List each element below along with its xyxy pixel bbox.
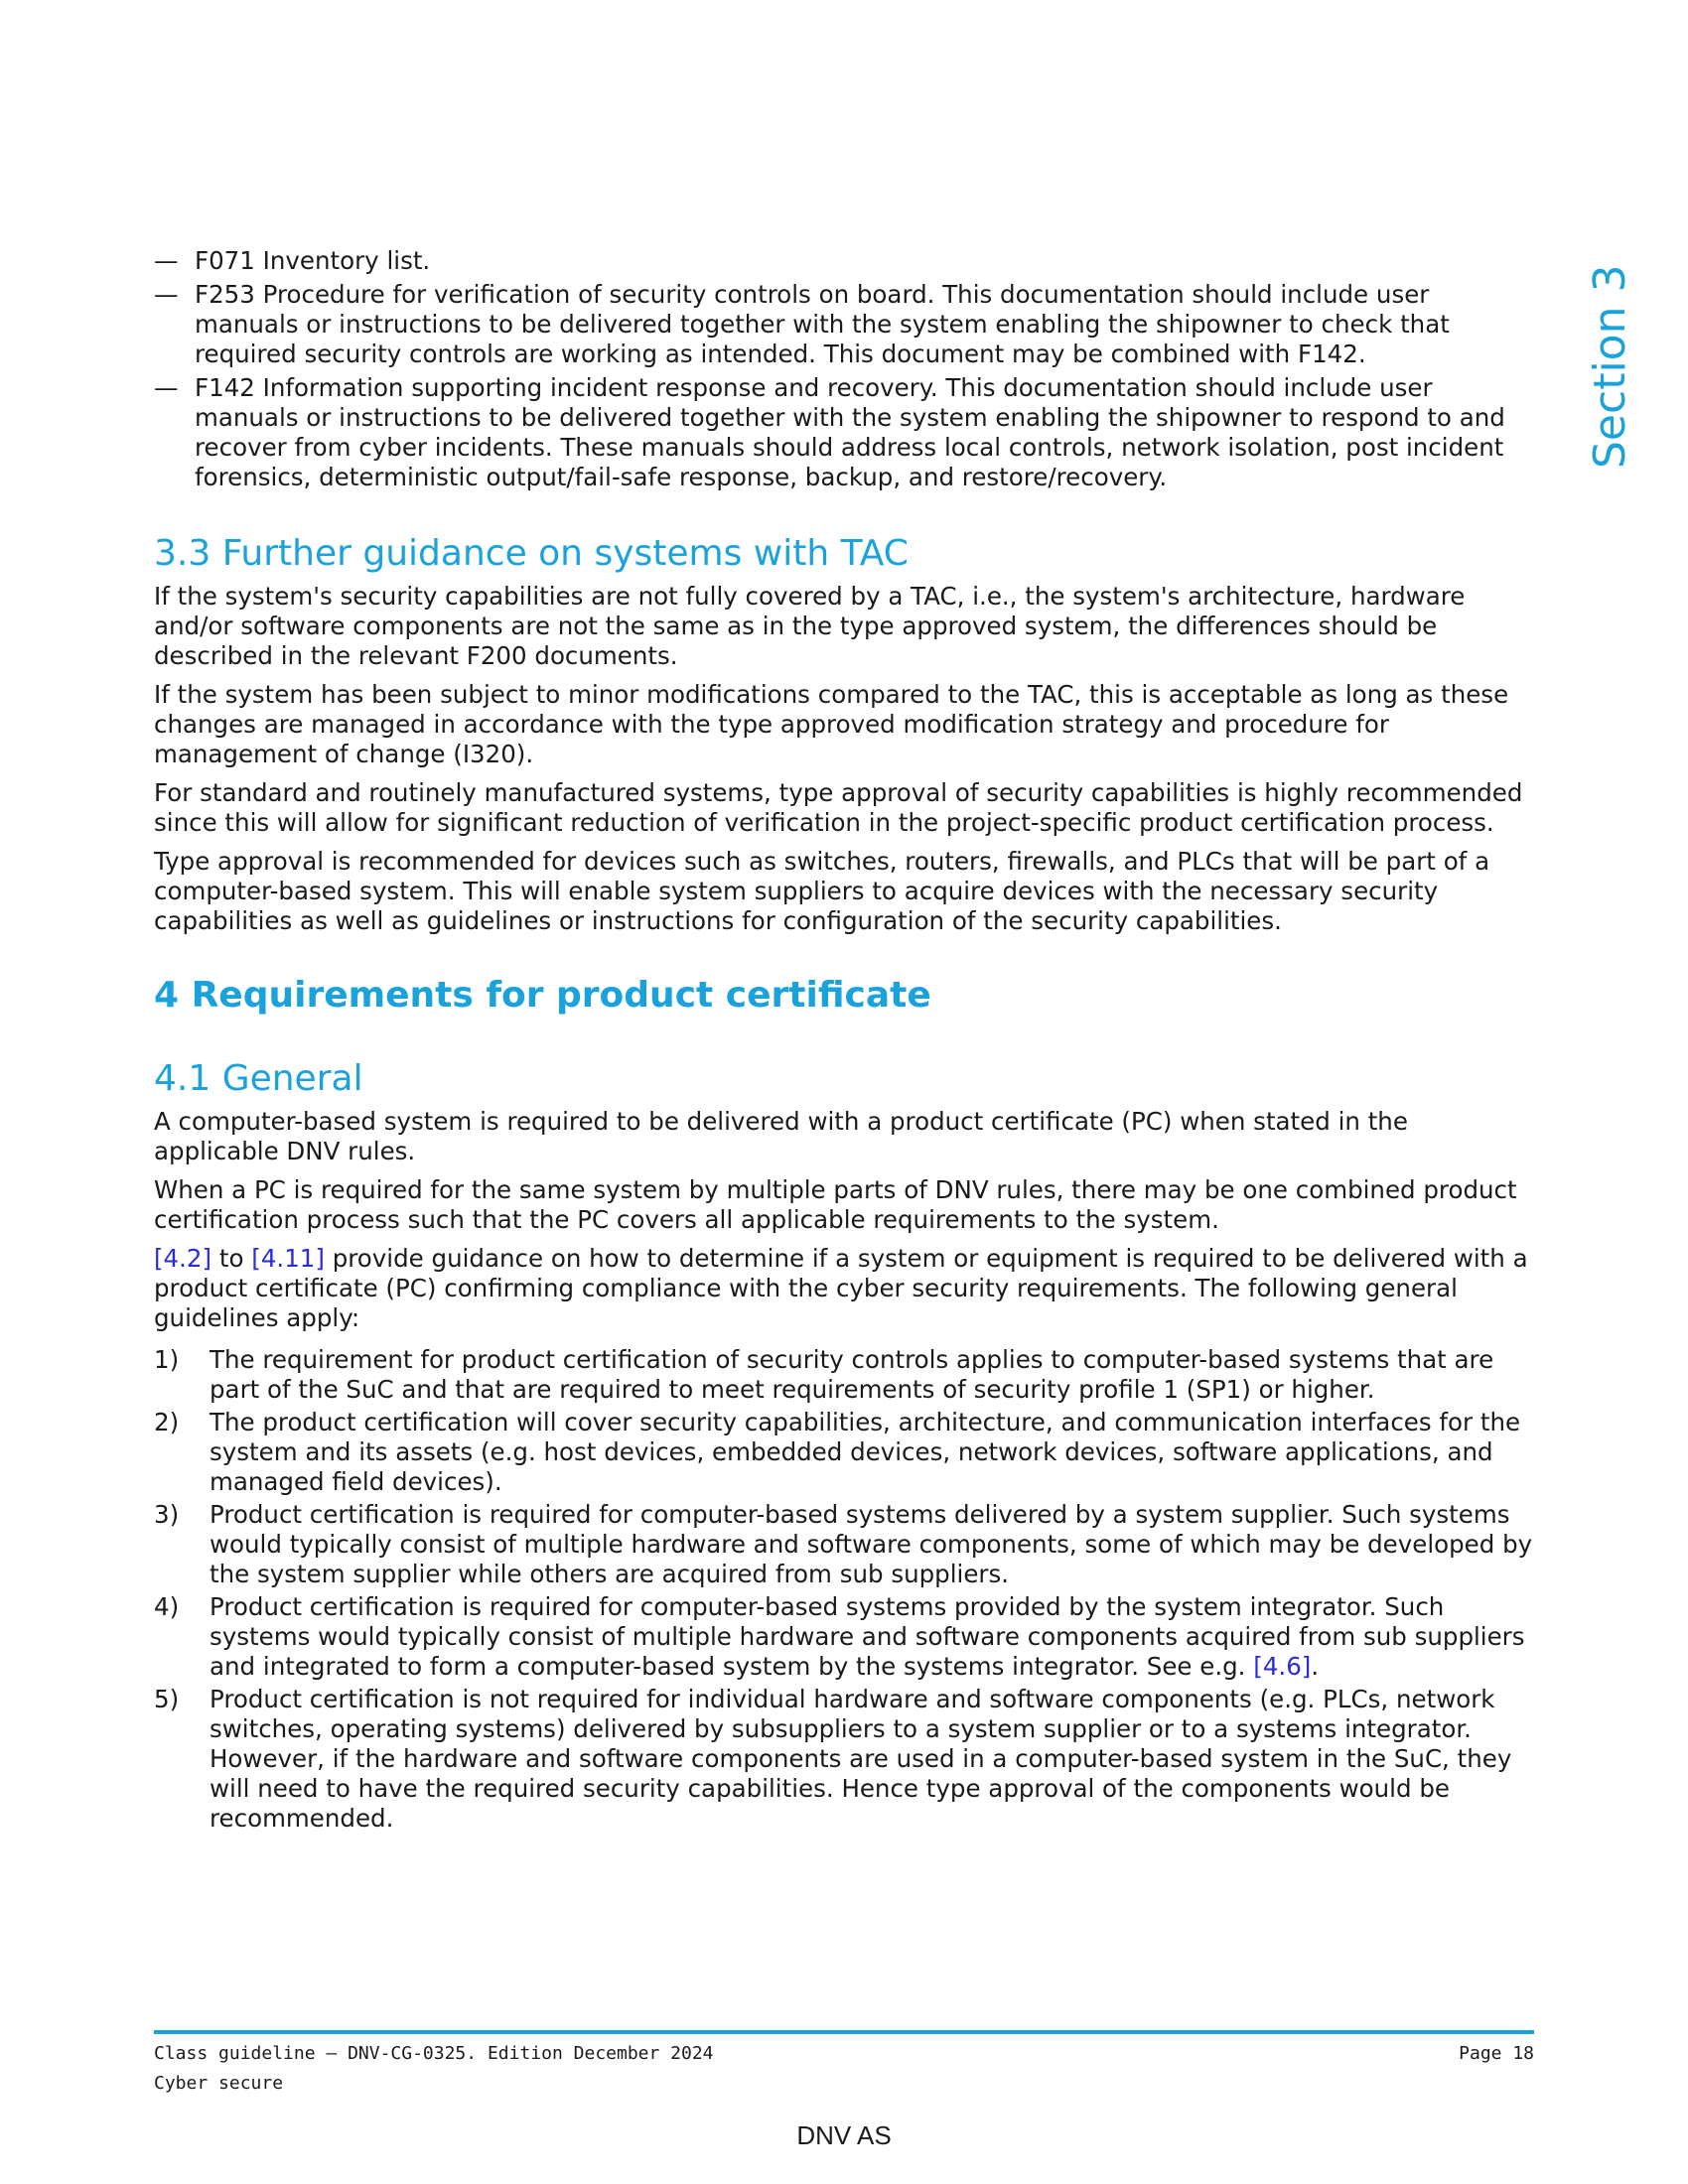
footer-divider <box>154 2030 1534 2034</box>
list-item <box>154 1345 1534 1405</box>
list-item-text: F142 Information supporting incident response and recovery. This documentation should include user manuals or instructions to be delivered together with the system enabling the shipowner to respond to and recover from cyber incidents. These manuals should address local controls, network isolation, post incident forensics, deterministic output/fail-safe response, backup, and restore/recovery. <box>195 373 1505 491</box>
section-4-1-body <box>154 1107 1534 1333</box>
paragraph: When a PC is required for the same system by multiple parts of DNV rules, there may be one combined product certification process such that the PC covers all applicable requirements to the system. <box>154 1175 1517 1234</box>
list-item-text: F253 Procedure for verification of security controls on board. This documentation should include user manuals or instructions to be delivered together with the system enabling the shipowner to check that required security controls are working as intended. This document may be combined with F142. <box>195 280 1450 368</box>
page-body <box>154 246 1534 1837</box>
list-item-text: F071 Inventory list. <box>195 246 431 275</box>
list-item <box>154 1592 1534 1682</box>
list-item <box>154 1500 1534 1589</box>
list-item-text: Product certification is required for computer-based systems delivered by a system supplier. Such systems would typically consist of multiple hardware and software components, some of which may be developed by the system supplier while others are acquired from sub suppliers. <box>210 1500 1533 1588</box>
paragraph <box>154 1244 1534 1333</box>
guidelines-list <box>154 1345 1534 1834</box>
paragraph: If the system has been subject to minor modifications compared to the TAC, this is acceptable as long as these changes are managed in accordance with the type approved modification strategy and procedure for management of change (I320). <box>154 680 1509 768</box>
list-item-text: Product certification is not required for individual hardware and software components (e.g. PLCs, network switches, operating systems) delivered by subsuppliers to a system supplier or to a systems integrator. However, if the hardware and software components are used in a computer-based system in the SuC, they will need to have the required security capabilities. Hence type approval of the components would be recommended. <box>210 1685 1512 1833</box>
list-number: 2) <box>154 1408 180 1436</box>
list-item <box>154 1685 1534 1834</box>
section-4-heading: 4 Requirements for product certificate <box>154 975 931 1016</box>
list-item-text: The product certification will cover security capabilities, architecture, and communication interfaces for the system and its assets (e.g. host devices, embedded devices, network devices, software applications, and managed field devices). <box>210 1408 1521 1496</box>
footer-document-title: Class guideline — DNV-CG-0325. Edition December 2024 <box>154 2043 714 2064</box>
intro-list <box>154 246 1534 492</box>
section-tab <box>1577 260 1636 469</box>
list-dash: — <box>154 280 179 309</box>
list-item <box>154 246 1534 276</box>
publisher-name: DNV AS <box>796 2120 892 2150</box>
footer-page-number: Page 18 <box>1459 2043 1534 2064</box>
list-item-text: Product certification is required for computer-based systems provided by the system integrator. Such systems would typically consist of multiple hardware and software components acquired from sub suppliers and integrated to form a computer-based system by the systems integrator. See e.g. <box>210 1592 1525 1681</box>
section-tab-label: Section 3 <box>1585 264 1635 469</box>
list-item <box>154 280 1534 369</box>
paragraph-text: to <box>211 1244 252 1273</box>
section-3-3-body <box>154 582 1534 936</box>
list-item-text: The requirement for product certification of security controls applies to computer-based systems that are part of the SuC and that are required to meet requirements of security profile 1 (SP1) or higher. <box>210 1345 1494 1404</box>
list-number: 3) <box>154 1500 180 1529</box>
link-4-11[interactable]: [4.11] <box>251 1244 325 1273</box>
paragraph: Type approval is recommended for devices such as switches, routers, firewalls, and PLCs that will be part of a computer-based system. This will enable system suppliers to acquire devices with the necessary security capabilities as well as guidelines or instructions for configuration of the security capabilities. <box>154 847 1490 935</box>
section-3-3-heading: 3.3 Further guidance on systems with TAC <box>154 533 909 574</box>
list-number: 1) <box>154 1345 180 1374</box>
paragraph-text: provide guidance on how to determine if a system or equipment is required to be delivered with a product certificate (PC) confirming compliance with the cyber security requirements. The following general guidelines apply: <box>154 1244 1528 1332</box>
section-4-1-heading: 4.1 General <box>154 1058 363 1099</box>
paragraph: For standard and routinely manufactured systems, type approval of security capabilities is highly recommended since this will allow for significant reduction of verification in the project-specific product certification process. <box>154 778 1523 837</box>
list-number: 5) <box>154 1685 180 1713</box>
paragraph: If the system's security capabilities are not fully covered by a TAC, i.e., the system's architecture, hardware and/or software components are not the same as in the type approved system, the differences should be described in the relevant F200 documents. <box>154 582 1466 670</box>
list-item-text: . <box>1311 1652 1320 1681</box>
link-4-6[interactable]: [4.6] <box>1253 1652 1312 1681</box>
list-number: 4) <box>154 1592 180 1621</box>
link-4-2[interactable]: [4.2] <box>154 1244 212 1273</box>
list-item <box>154 373 1534 492</box>
footer-document-subtitle: Cyber secure <box>154 2073 284 2094</box>
list-dash: — <box>154 246 179 275</box>
paragraph: A computer-based system is required to be delivered with a product certificate (PC) when stated in the applicable DNV rules. <box>154 1107 1408 1165</box>
list-item <box>154 1408 1534 1497</box>
list-dash: — <box>154 373 179 402</box>
